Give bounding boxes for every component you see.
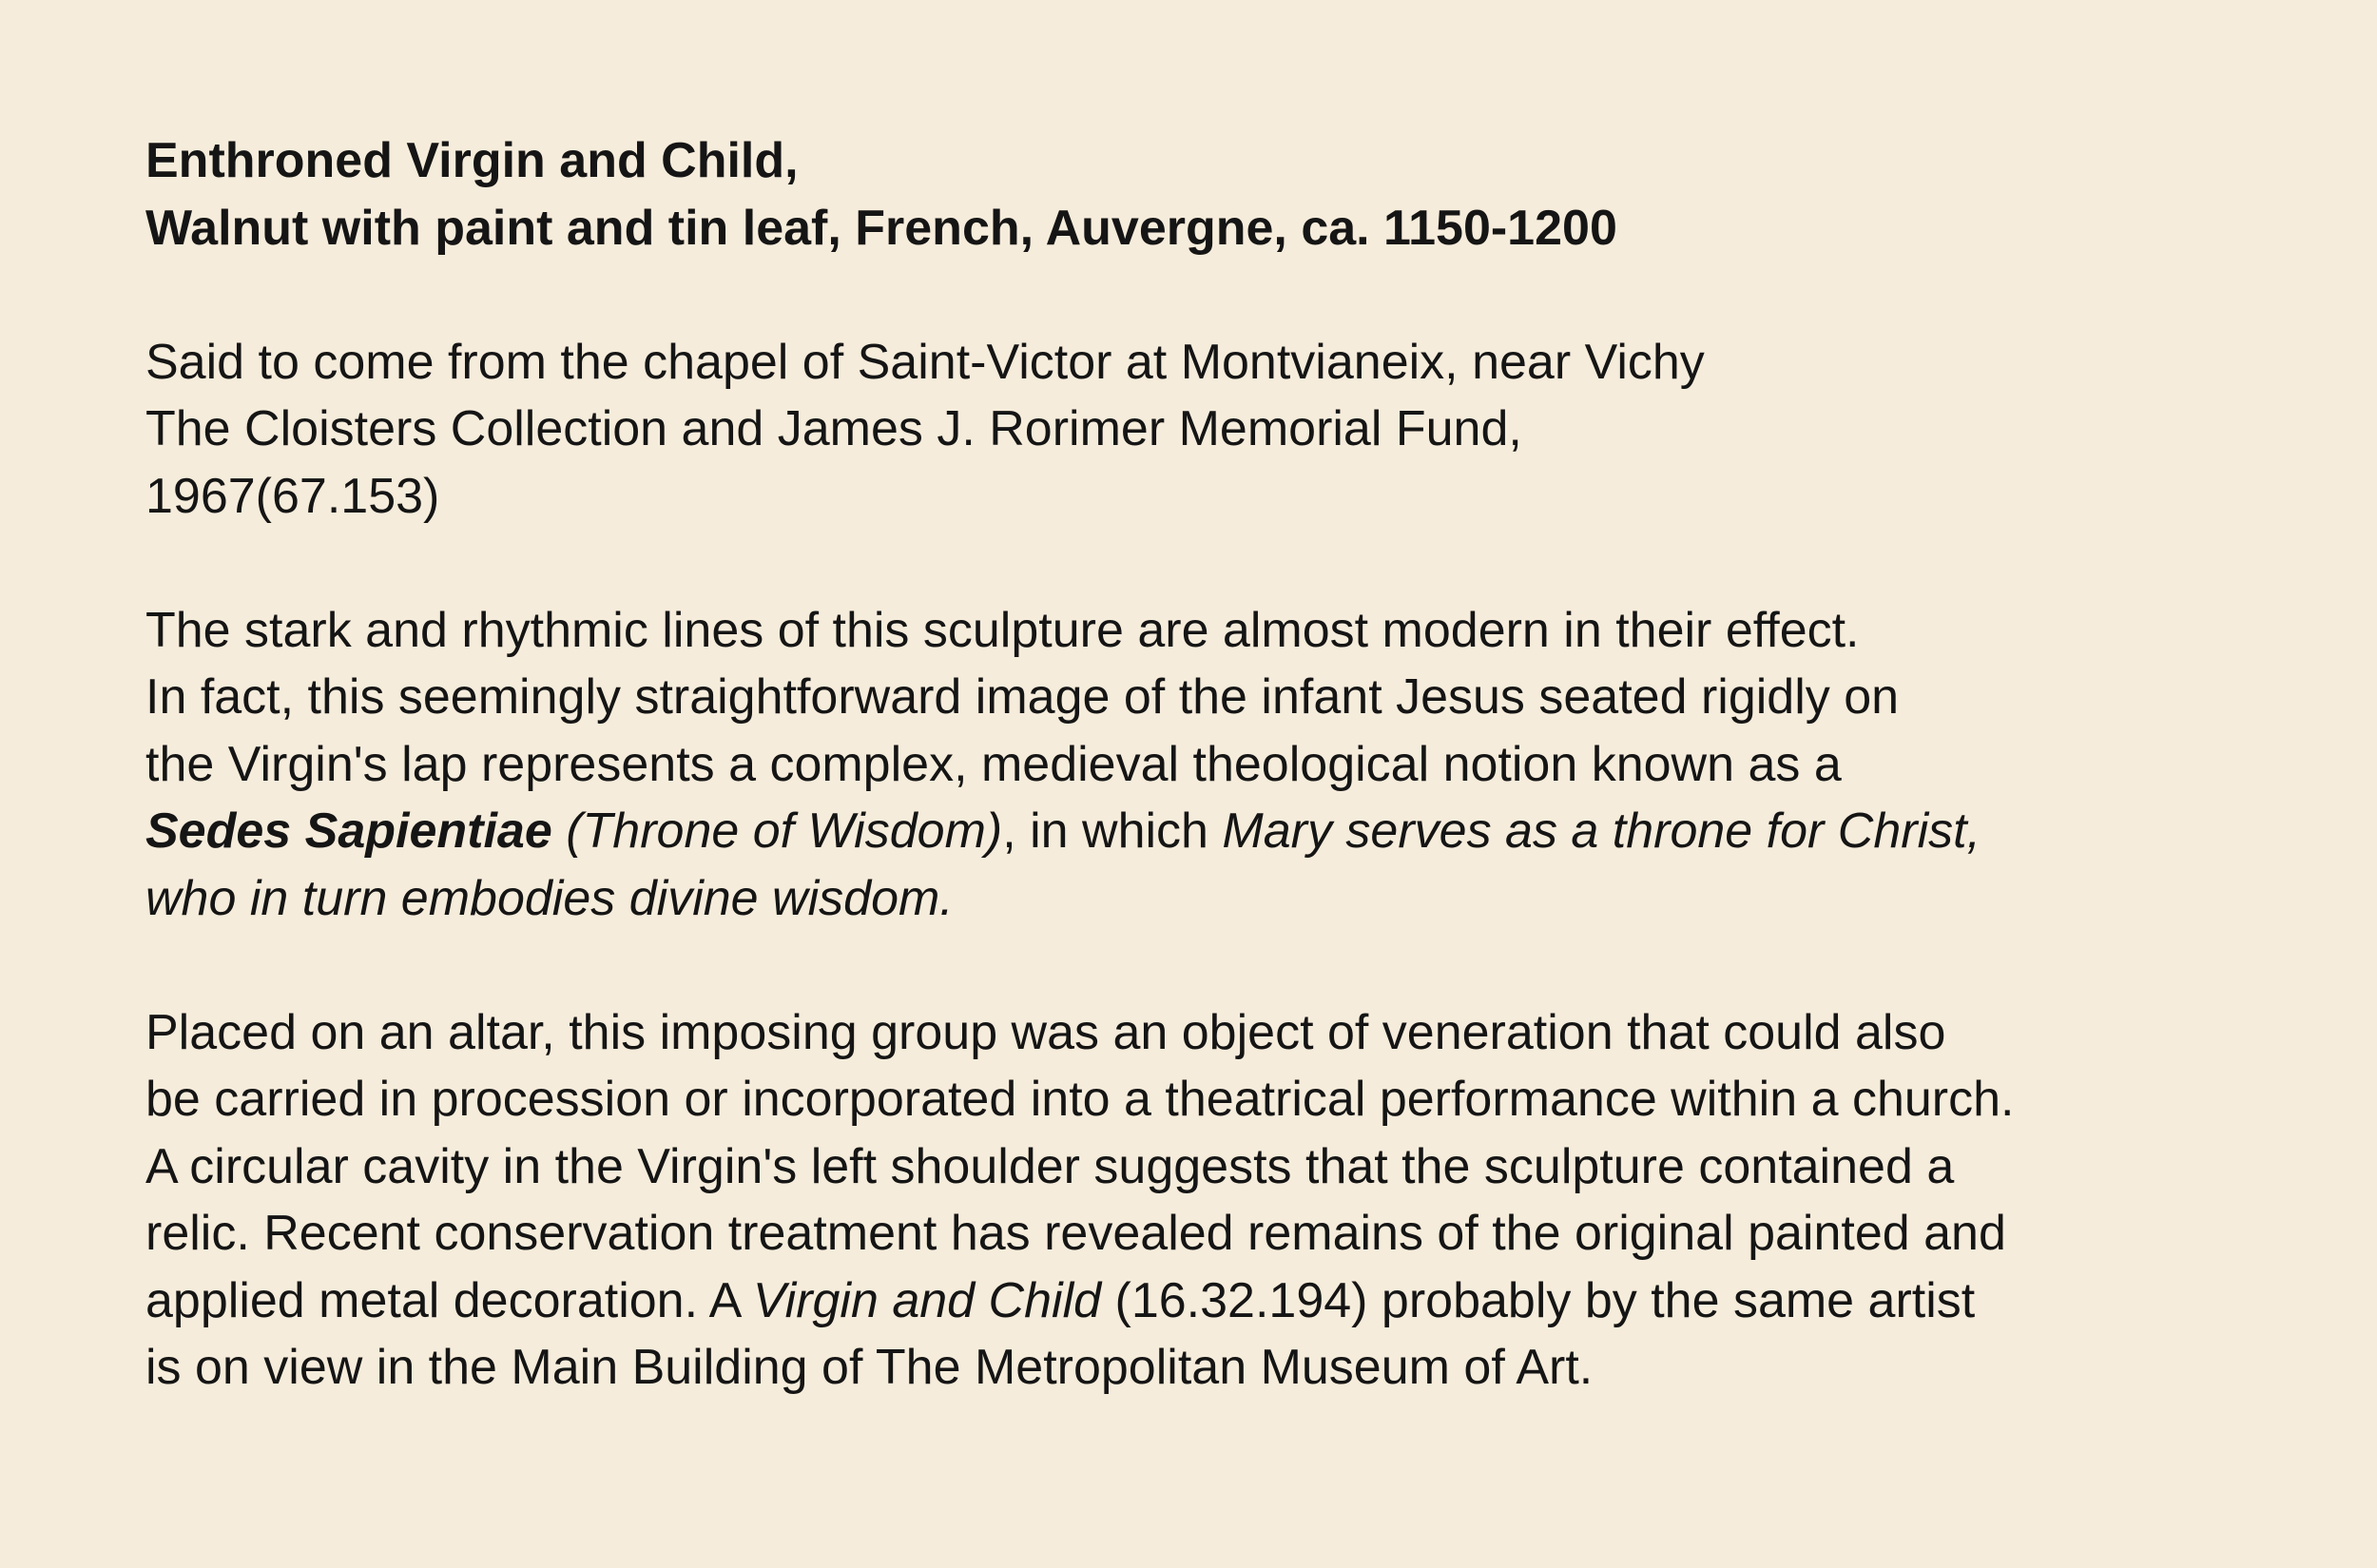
latin-term: Sedes Sapientiae (145, 803, 552, 859)
term-translation: (Throne of Wisdom) (551, 803, 1003, 859)
credit-line: The Cloisters Collection and James J. Rorimer Memorial Fund, (145, 401, 1522, 456)
related-work-title: Virgin and Child (752, 1272, 1102, 1328)
medium-line: Walnut with paint and tin leaf, French, Auvergne, ca. 1150-1200 (145, 200, 1617, 256)
paragraph-line: the Virgin's lap represents a complex, medieval theological notion known as a (145, 736, 1842, 792)
plain-text: , in which (1002, 803, 1223, 859)
artwork-title (145, 127, 2332, 261)
paragraph-line: In fact, this seemingly straightforward image of the infant Jesus seated rigidly on (145, 669, 1900, 725)
museum-label (145, 127, 2332, 1402)
paragraph-line: who in turn embodies divine wisdom. (145, 870, 954, 926)
paragraph-line: relic. Recent conservation treatment has revealed remains of the original painted and (145, 1206, 2006, 1261)
description-paragraph-2 (145, 999, 2332, 1402)
spacer (145, 530, 2332, 597)
provenance-line: Said to come from the chapel of Saint-Victor at Montvianeix, near Vichy (145, 334, 1705, 390)
paragraph-line: A circular cavity in the Virgin's left shoulder suggests that the sculpture contained a (145, 1138, 1955, 1194)
spacer (145, 261, 2332, 329)
paragraph-line (145, 798, 2332, 865)
title-line: Enthroned Virgin and Child, (145, 133, 799, 188)
paragraph-line: is on view in the Main Building of The Metropolitan Museum of Art. (145, 1340, 1594, 1395)
paragraph-line: be carried in procession or incorporated into a theatrical performance within a church. (145, 1072, 2015, 1127)
spacer (145, 932, 2332, 999)
provenance-block (145, 329, 2332, 531)
italic-text: Mary serves as a throne for Christ, (1222, 803, 1981, 859)
paragraph-line: The stark and rhythmic lines of this sculpture are almost modern in their effect. (145, 602, 1860, 658)
plain-text: (16.32.194) probably by the same artist (1101, 1272, 1976, 1328)
plain-text: applied metal decoration. A (145, 1272, 753, 1328)
paragraph-line: Placed on an altar, this imposing group was an object of veneration that could also (145, 1004, 1946, 1060)
accession-line: 1967(67.153) (145, 468, 440, 524)
paragraph-line (145, 1268, 2332, 1335)
description-paragraph-1 (145, 597, 2332, 933)
